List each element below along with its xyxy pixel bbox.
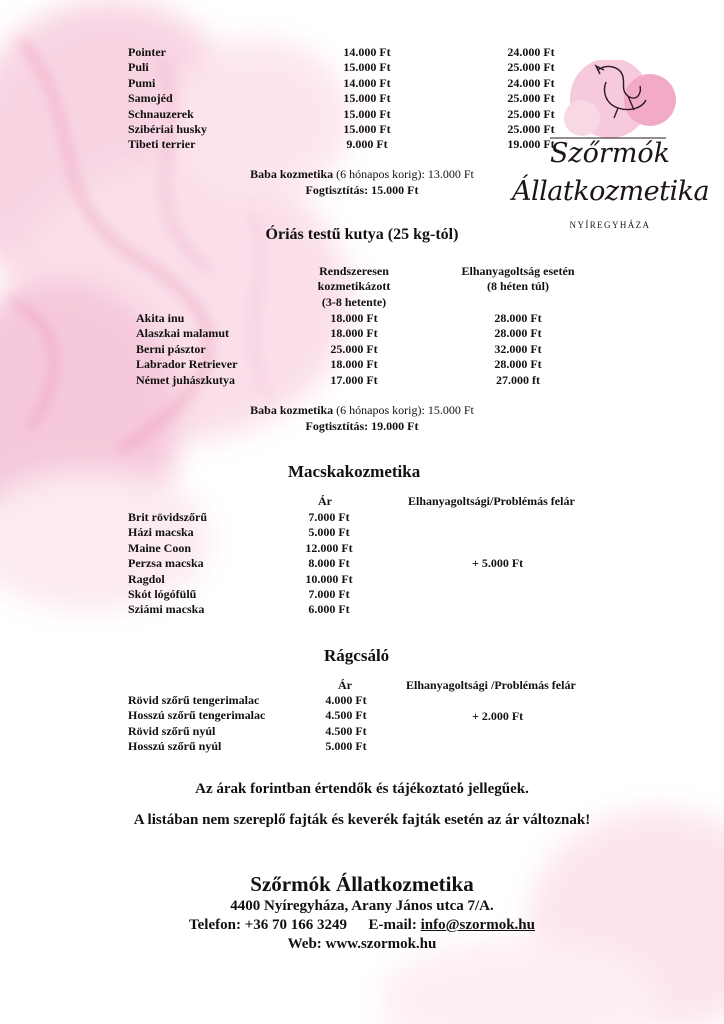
neglected-price: 28.000 Ft	[494, 311, 542, 325]
table-row	[0, 693, 724, 708]
table-row	[0, 60, 724, 75]
table-row	[0, 122, 724, 137]
regular-price: 9.000 Ft	[346, 137, 388, 152]
giant-col-regular-header: Rendszeresen kozmetikázott (3-8 hetente)	[317, 264, 391, 309]
rodent-col-price-header: Ár	[338, 678, 352, 692]
breed-name: Labrador Retriever	[136, 357, 238, 372]
neglected-price: 27.000 ft	[496, 372, 540, 387]
breed-name: Berni pásztor	[136, 341, 206, 356]
rodent-name: Hosszú szőrű nyúl	[128, 739, 222, 754]
rodent-extra-value: + 2.000 Ft	[472, 709, 524, 723]
footer-phone: Telefon: +36 70 166 3249	[189, 917, 348, 933]
table-row	[0, 572, 724, 587]
cat-price: 12.000 Ft	[305, 540, 353, 555]
neglected-price: 28.000 Ft	[494, 326, 542, 341]
neglected-price: 25.000 Ft	[507, 106, 555, 121]
breed-name: Alaszkai malamut	[136, 326, 229, 341]
cat-col-extra-header: Elhanyagoltsági/Problémás felár	[408, 494, 575, 508]
table-row	[0, 724, 724, 739]
giant-dog-title: Óriás testű kutya (25 kg-tól)	[265, 226, 459, 243]
footer-email-link[interactable]: info@szormok.hu	[420, 917, 535, 933]
regular-price: 15.000 Ft	[343, 60, 391, 75]
rodent-price: 4.500 Ft	[325, 723, 367, 738]
table-row	[0, 739, 724, 754]
breed-name: Tibeti terrier	[128, 137, 196, 152]
neglected-price: 19.000 Ft	[507, 137, 555, 152]
cat-breed-name: Skót lógófülű	[128, 587, 197, 601]
breed-name: Német juhászkutya	[136, 372, 235, 387]
table-row	[0, 587, 724, 602]
cat-price: 10.000 Ft	[305, 571, 353, 586]
neglected-price: 24.000 Ft	[507, 75, 555, 90]
cat-price: 7.000 Ft	[308, 587, 350, 601]
rodent-name: Rövid szőrű tengerimalac	[128, 693, 260, 707]
table-row	[0, 342, 724, 357]
regular-price: 17.000 Ft	[330, 372, 378, 387]
logo-city: NYÍREGYHÁZA	[569, 220, 651, 230]
footer-company-name: Szőrmók Állatkozmetika	[250, 872, 474, 896]
regular-price: 15.000 Ft	[343, 91, 391, 106]
cat-price: 8.000 Ft	[308, 556, 350, 571]
cat-col-price-header: Ár	[318, 494, 332, 508]
table-row	[0, 708, 724, 723]
regular-price: 25.000 Ft	[330, 341, 378, 356]
neglected-price: 25.000 Ft	[507, 60, 555, 75]
neglected-price: 24.000 Ft	[507, 45, 555, 59]
logo-brand-script: Szőrmók	[549, 138, 671, 169]
rodent-col-extra-header: Elhanyagoltsági /Problémás felár	[406, 678, 576, 692]
regular-price: 18.000 Ft	[330, 311, 378, 325]
cat-extra-value: + 5.000 Ft	[472, 556, 524, 570]
breed-name: Puli	[128, 60, 149, 75]
table-row	[0, 76, 724, 91]
breed-name: Pointer	[128, 45, 166, 59]
cat-breed-name: Házi macska	[128, 525, 194, 540]
cat-breed-name: Ragdol	[128, 571, 165, 586]
fogtisztitas-line-1: Fogtisztítás: 15.000 Ft	[305, 183, 419, 197]
rodent-price: 4.500 Ft	[325, 708, 367, 723]
table-row	[0, 107, 724, 122]
regular-price: 15.000 Ft	[343, 122, 391, 136]
note-prices: Az árak forintban értendők és tájékoztató jellegűek.	[195, 781, 529, 797]
baba-kozmetika-line-1: Baba kozmetika (6 hónapos korig): 13.000 Ft	[250, 167, 474, 181]
regular-price: 14.000 Ft	[343, 75, 391, 90]
rodent-price: 4.000 Ft	[325, 693, 367, 707]
neglected-price: 32.000 Ft	[494, 341, 542, 356]
note-breeds: A listában nem szereplő fajták és keverék fajták esetén az ár változnak!	[133, 812, 591, 828]
footer-address: 4400 Nyíregyháza, Arany János utca 7/A.	[230, 898, 494, 914]
rodent-name: Hosszú szőrű tengerimalac	[128, 708, 266, 723]
logo-brand-main: Állatkozmetika	[512, 176, 710, 207]
fogtisztitas-line-2: Fogtisztítás: 19.000 Ft	[305, 419, 419, 433]
cat-section-title: Macskakozmetika	[288, 462, 421, 481]
giant-col-neglected-header: Elhanyagoltság esetén (8 héten túl)	[461, 264, 575, 294]
cat-price: 6.000 Ft	[308, 602, 350, 617]
rodent-price: 5.000 Ft	[325, 739, 367, 754]
cat-price: 5.000 Ft	[308, 525, 350, 540]
breed-name: Pumi	[128, 75, 156, 90]
breed-name: Akita inu	[136, 311, 185, 325]
neglected-price: 25.000 Ft	[507, 91, 555, 106]
breed-name: Schnauzerek	[128, 106, 194, 121]
cat-breed-name: Perzsa macska	[128, 556, 204, 571]
rodent-name: Rövid szőrű nyúl	[128, 723, 216, 738]
table-row	[0, 311, 724, 326]
rodent-section-title: Rágcsáló	[324, 646, 390, 665]
cat-breed-name: Brit rövidszőrű	[128, 510, 207, 524]
cat-price: 7.000 Ft	[308, 510, 350, 524]
table-row	[0, 541, 724, 556]
footer-email-label: E-mail:	[368, 917, 417, 933]
regular-price: 18.000 Ft	[330, 326, 378, 341]
cat-breed-name: Maine Coon	[128, 540, 191, 555]
neglected-price: 25.000 Ft	[507, 122, 555, 136]
table-row	[0, 91, 724, 106]
table-row	[0, 602, 724, 617]
table-row	[0, 326, 724, 341]
regular-price: 14.000 Ft	[343, 45, 391, 59]
table-row	[0, 137, 724, 152]
table-row	[0, 510, 724, 525]
breed-name: Szibériai husky	[128, 122, 208, 136]
table-row	[0, 556, 724, 571]
table-row	[0, 357, 724, 372]
cat-breed-name: Sziámi macska	[128, 602, 205, 617]
table-row	[0, 45, 724, 60]
footer-contact	[0, 917, 724, 934]
footer-web: Web: www.szormok.hu	[287, 936, 437, 952]
neglected-price: 28.000 Ft	[494, 357, 542, 372]
regular-price: 18.000 Ft	[330, 357, 378, 372]
table-row	[0, 525, 724, 540]
breed-name: Samojéd	[128, 91, 173, 106]
regular-price: 15.000 Ft	[343, 106, 391, 121]
baba-kozmetika-line-2: Baba kozmetika (6 hónapos korig): 15.000 Ft	[250, 403, 474, 417]
table-row	[0, 373, 724, 388]
